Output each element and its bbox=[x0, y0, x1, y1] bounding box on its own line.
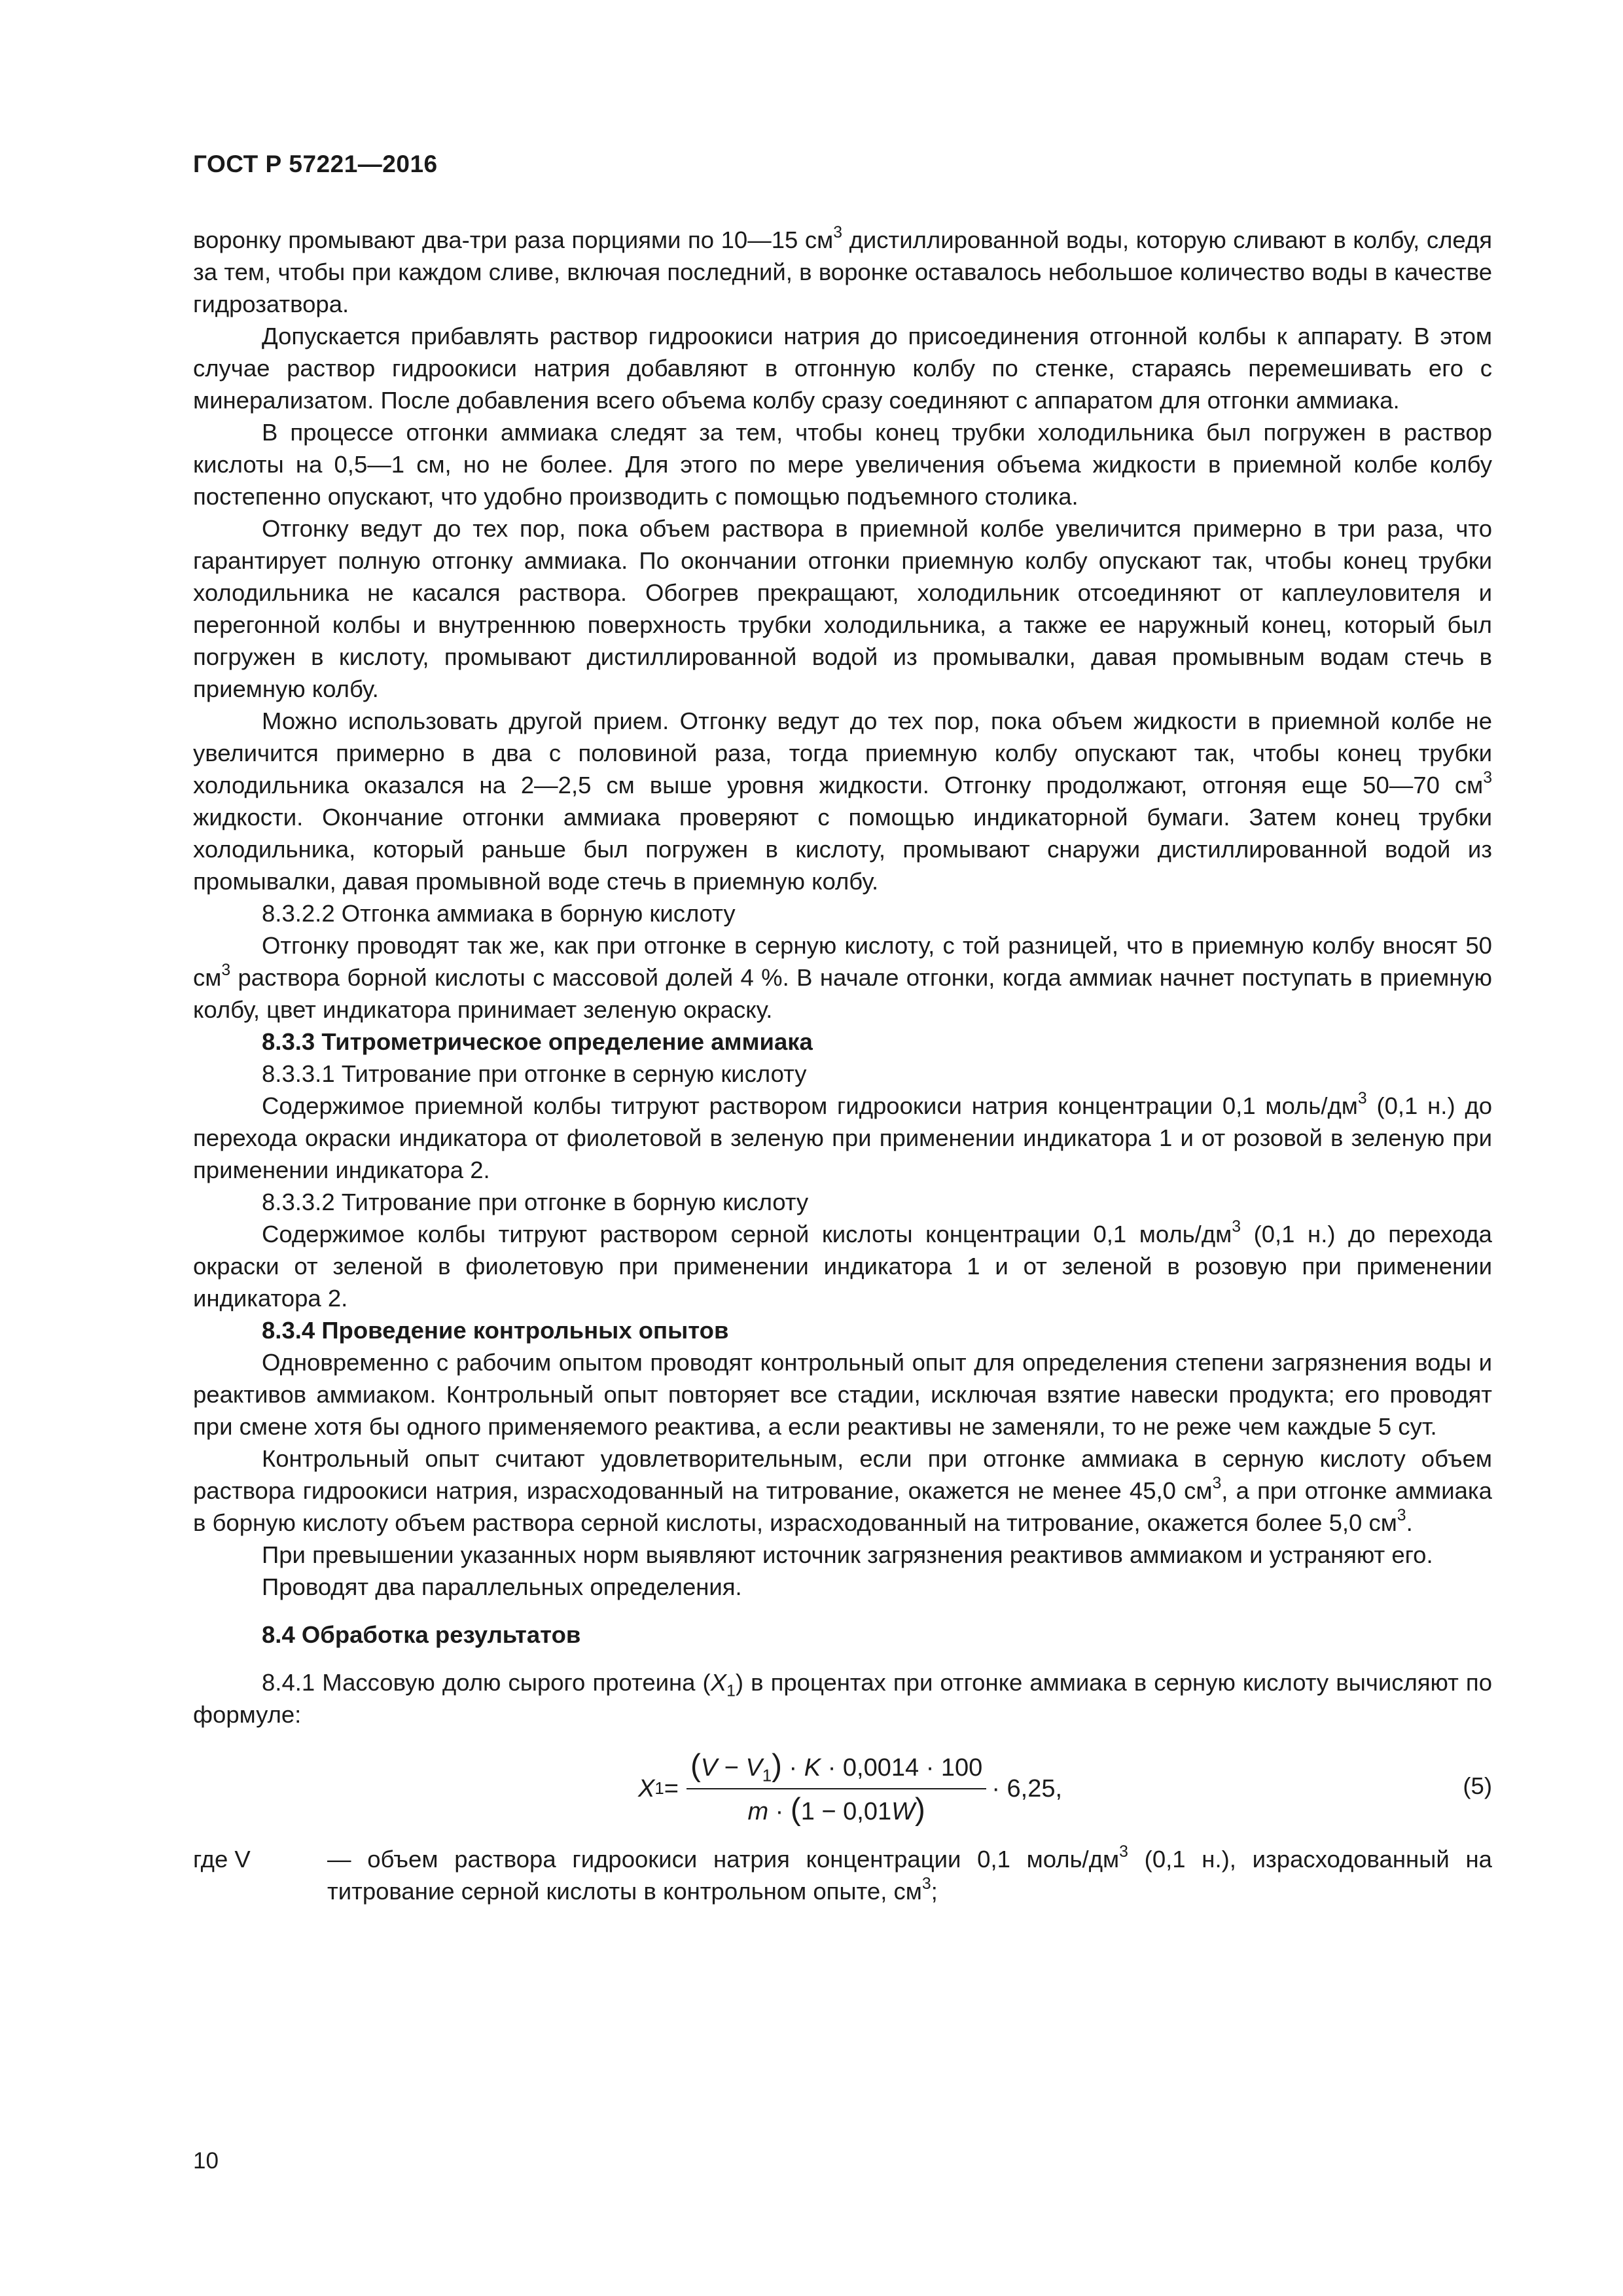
text-run: 8.4.1 Массовую долю сырого протеина ( bbox=[262, 1669, 711, 1696]
text-run: ; bbox=[931, 1878, 938, 1905]
text-run: Можно использовать другой прием. Отгонку ведут до тех пор, пока объем жидкости в приемной колбе не увеличится примерно в два с половиной раза, тогда приемную колбу опускают так, чтобы конец трубки холодильника оказался на 2—2,5 см выше уровня жидкости. Отгонку продолжают, отгоняя еще 50—70 см bbox=[193, 708, 1492, 798]
document-body bbox=[193, 224, 1492, 1907]
numerator-tail: · 0,0014 · 100 bbox=[821, 1754, 983, 1782]
text-run: Отгонку проводят так же, как при отгонке в серную кислоту, с той разницей, что в приемную колбу вносят 50 см bbox=[193, 932, 1492, 991]
section-heading: 8.3.3 Титрометрическое определение аммиака bbox=[262, 1028, 813, 1055]
superscript: 3 bbox=[833, 224, 843, 242]
operator: · bbox=[768, 1798, 791, 1825]
text-run: Содержимое приемной колбы титруют раствором гидроокиси натрия концентрации 0,1 моль/дм bbox=[262, 1092, 1358, 1119]
definition-item bbox=[193, 1843, 1492, 1907]
paragraph: Проводят два параллельных определения. bbox=[262, 1573, 742, 1600]
text-run: — объем раствора гидроокиси натрия концентрации 0,1 моль/дм bbox=[327, 1846, 1120, 1873]
paren: ) bbox=[772, 1748, 782, 1783]
paragraph bbox=[193, 1090, 1492, 1186]
paragraph: В процессе отгонки аммиака следят за тем, чтобы конец трубки холодильника был погружен в раствор кислоты на 0,5—1 см, но не более. Для этого по мере увеличения объема жидкости в приемной колбе колбу постепенно опускают, что удобно производить с помощью подъемного столика. bbox=[193, 419, 1492, 510]
formula-tail: · 6,25, bbox=[991, 1774, 1063, 1803]
paren: ( bbox=[690, 1748, 701, 1783]
variable: m bbox=[747, 1798, 769, 1825]
text-run: Контрольный опыт считают удовлетворительным, если при отгонке аммиака в серную кислоту объем раствора гидроокиси натрия, израсходованный на титрование, окажется не менее 45,0 см bbox=[193, 1445, 1492, 1504]
text-run: (0,1 н.) до перехода окраски от зеленой в фиолетовую при применении индикатора 1 и от зеленой в розовую при применении индикатора 2. bbox=[193, 1221, 1492, 1312]
fraction-denominator bbox=[743, 1789, 929, 1828]
paragraph bbox=[193, 224, 1492, 320]
variable: W bbox=[891, 1798, 915, 1825]
superscript: 3 bbox=[1357, 1090, 1367, 1108]
text-run: жидкости. Окончание отгонки аммиака проверяют с помощью индикаторной бумаги. Затем конец трубки холодильника, который раньше был погружен в кислоту, промывают снаружи дистиллированной водой из промывалки, давая промывной воде стечь в приемную колбу. bbox=[193, 804, 1492, 895]
paragraph bbox=[193, 705, 1492, 897]
definition-term: где V bbox=[193, 1846, 251, 1873]
definition-text bbox=[327, 1843, 1492, 1907]
formula-lhs: X bbox=[638, 1774, 655, 1803]
text-run: , а при отгонке аммиака в борную кислоту объем раствора серной кислоты, израсходованный на титрование, окажется более 5,0 см bbox=[193, 1477, 1492, 1536]
variable: X bbox=[710, 1669, 727, 1696]
text-run: раствора борной кислоты с массовой долей 4 %. В начале отгонки, когда аммиак начнет поступать в приемную колбу, цвет индикатора принимает зеленую окраску. bbox=[193, 964, 1492, 1023]
subscript: 1 bbox=[726, 1682, 736, 1700]
text-run: (0,1 н.) до перехода окраски индикатора от фиолетовой в зеленую при применении индикатора 1 и от розовой в зеленую при применении индикатора 2. bbox=[193, 1092, 1492, 1183]
superscript: 3 bbox=[221, 961, 231, 980]
paragraph: Одновременно с рабочим опытом проводят контрольный опыт для определения степени загрязнения воды и реактивов аммиаком. Контрольный опыт повторяет все стадии, исключая взятие навески продукта; его проводят при смене хотя бы одного применяемого реактива, а если реактивы не заменяли, то не реже чем каждые 5 сут. bbox=[193, 1349, 1492, 1440]
text-run: дистиллированной воды, которую сливают в колбу, следя за тем, чтобы при каждом сливе, включая последний, в воронке оставалось небольшое количество воды в качестве гидрозатвора. bbox=[193, 226, 1492, 317]
superscript: 3 bbox=[921, 1875, 931, 1893]
paragraph bbox=[193, 1218, 1492, 1314]
formula-fraction bbox=[687, 1749, 986, 1828]
equation-number: (5) bbox=[1463, 1772, 1492, 1799]
variable: V bbox=[745, 1754, 762, 1782]
denominator-mid: 1 − 0,01 bbox=[800, 1798, 892, 1825]
superscript: 3 bbox=[1397, 1507, 1406, 1525]
text-run: . bbox=[1406, 1509, 1413, 1536]
text-run: ) в процентах при отгонке аммиака в серную кислоту вычисляют по формуле: bbox=[193, 1669, 1492, 1728]
operator: − bbox=[717, 1754, 746, 1782]
subsection-title: 8.3.3.1 Титрование при отгонке в серную кислоту bbox=[262, 1060, 807, 1087]
subscript: 1 bbox=[762, 1767, 772, 1785]
paren: ( bbox=[790, 1792, 801, 1827]
superscript: 3 bbox=[1232, 1218, 1241, 1236]
variable: V bbox=[700, 1754, 718, 1782]
superscript: 3 bbox=[1212, 1475, 1222, 1493]
subsection-title: 8.3.2.2 Отгонка аммиака в борную кислоту bbox=[262, 900, 736, 927]
paragraph bbox=[193, 1666, 1492, 1731]
operator: · bbox=[782, 1754, 804, 1782]
text-run: Содержимое колбы титруют раствором серной кислоты концентрации 0,1 моль/дм bbox=[262, 1221, 1232, 1247]
subsection-title: 8.3.3.2 Титрование при отгонке в борную кислоту bbox=[262, 1189, 809, 1215]
formula: X 1 = $\frac{(V - V_1) \cdot K \cdot 0,0014 \cdot 100}{m \cdot (1 - 0,01W)}$ · 6,25, bbox=[638, 1748, 1063, 1827]
superscript: 3 bbox=[1483, 769, 1492, 787]
text-run: воронку промывают два-три раза порциями по 10—15 см bbox=[193, 226, 834, 253]
fraction-numerator bbox=[687, 1749, 986, 1789]
section-heading: 8.4 Обработка результатов bbox=[262, 1621, 581, 1648]
formula-block bbox=[193, 1740, 1492, 1838]
text-run: (0,1 н.), израсходованный на титрование серной кислоты в контрольном опыте, см bbox=[327, 1846, 1492, 1905]
variable: K bbox=[804, 1754, 821, 1782]
paragraph: Допускается прибавлять раствор гидроокиси натрия до присоединения отгонной колбы к аппарату. В этом случае раствор гидроокиси натрия добавляют в отгонную колбу по стенке, стараясь перемешивать его с минерализатом. После добавления всего объема колбу сразу соединяют с аппаратом для отгонки аммиака. bbox=[193, 323, 1492, 414]
paragraph bbox=[193, 929, 1492, 1026]
paragraph bbox=[193, 1443, 1492, 1539]
paragraph: Отгонку ведут до тех пор, пока объем раствора в приемной колбе увеличится примерно в три раза, что гарантирует полную отгонку аммиака. По окончании отгонки приемную колбу опускают так, чтобы конец трубки холодильника не касался раствора. Обогрев прекращают, холодильник отсоединяют от каплеуловителя и перегонной колбы и внутреннюю поверхность трубки холодильника, а также ее наружный конец, который был погружен в кислоту, промывают дистиллированной водой из промывалки, давая промывным водам стечь в приемную колбу. bbox=[193, 515, 1492, 702]
paren: ) bbox=[914, 1792, 925, 1827]
document-header: ГОСТ Р 57221—2016 bbox=[193, 151, 438, 177]
section-heading: 8.3.4 Проведение контрольных опытов bbox=[262, 1317, 729, 1344]
equals-sign: = bbox=[664, 1774, 679, 1803]
page-number: 10 bbox=[193, 2148, 219, 2174]
superscript: 3 bbox=[1119, 1843, 1128, 1861]
paragraph: При превышении указанных норм выявляют источник загрязнения реактивов аммиаком и устраняют его. bbox=[262, 1541, 1433, 1568]
